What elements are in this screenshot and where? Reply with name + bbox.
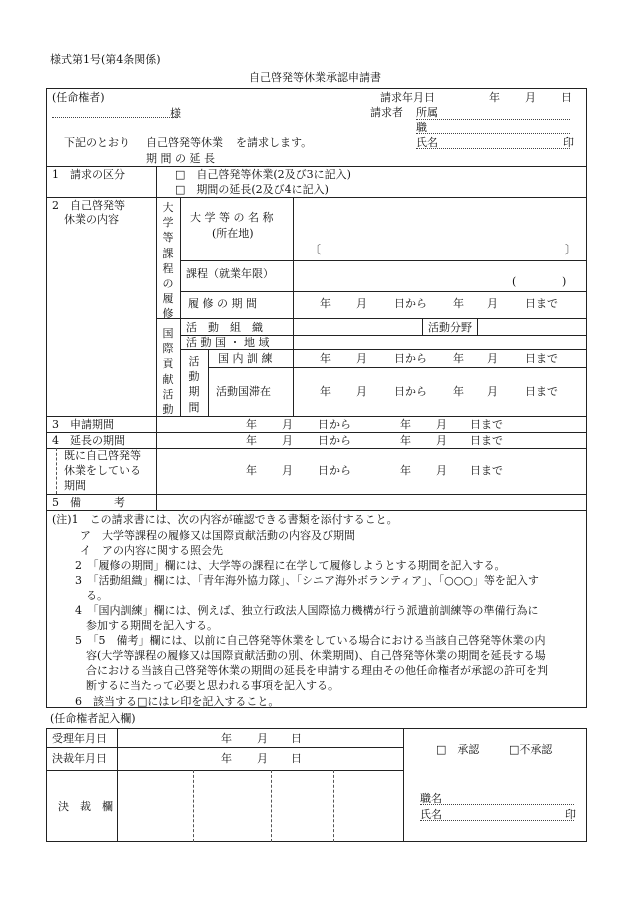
activity-country-label: 活 動 国 ・ 地 域 (186, 336, 270, 349)
year-label: 年 (400, 418, 411, 431)
divider (422, 318, 423, 335)
year-label: 年 (246, 464, 257, 477)
decision-seal-label: 印 (565, 808, 576, 821)
request-date-label: 請求年月日 (380, 91, 435, 104)
intl-activity-vertical-label: 国際貢献活動 (162, 327, 174, 417)
from-label: 日から (394, 352, 427, 365)
dashed-divider (333, 770, 334, 842)
received-date-label: 受理年月日 (52, 732, 107, 745)
paren-close: ) (562, 275, 567, 288)
approve-checkbox[interactable]: □ 承認 (436, 743, 480, 756)
month-label: 月 (282, 464, 293, 477)
section2-label-line1: 2 自己啓発等 (52, 199, 125, 212)
decision-position-label: 職名 (420, 792, 442, 805)
affiliation-line[interactable] (416, 119, 570, 120)
month-label: 月 (356, 352, 367, 365)
divider (403, 728, 404, 842)
year-label: 年 (320, 385, 331, 398)
note-1: (注)1 この請求書には、次の内容が確認できる書類を添付すること。 (52, 513, 398, 526)
statement-prefix: 下記のとおり (64, 136, 130, 149)
bracket-open: 〔 (310, 243, 321, 256)
statement-option-leave: 自己啓発等休業 (146, 136, 223, 149)
divider (46, 416, 587, 417)
year-label: 年 (453, 385, 464, 398)
note-2: 2 「履修の期間」欄には、大学等の課程に在学して履修しようとする期間を記入する。 (75, 559, 506, 572)
request-day: 日 (561, 91, 572, 104)
month-label: 月 (436, 464, 447, 477)
year-label: 年 (221, 752, 232, 765)
divider (156, 318, 587, 319)
request-year: 年 (489, 91, 500, 104)
year-label: 年 (400, 464, 411, 477)
form-number: 様式第1号(第4条関係) (50, 53, 161, 66)
section1-label: 1 請求の区分 (52, 168, 125, 181)
prior-leave-line3: 期間 (64, 479, 86, 492)
appointer-entry-label: (任命権者記入欄) (50, 712, 136, 725)
divider (46, 747, 403, 748)
decision-column-label: 決 裁 欄 (58, 800, 113, 813)
name-line[interactable] (416, 148, 570, 149)
until-label: 日まで (525, 352, 558, 365)
decision-date-label: 決裁年月日 (52, 752, 107, 765)
statement-suffix: を請求します。 (236, 136, 313, 149)
day-label: 日 (291, 752, 302, 765)
divider (46, 166, 587, 167)
until-label: 日まで (470, 418, 503, 431)
divider (156, 166, 157, 494)
option-period-extension[interactable]: □ 期間の延長(2及び4に記入) (175, 183, 329, 196)
decision-name-label: 氏名 (420, 808, 442, 821)
note-1a: ア 大学等課程の履修又は国際貢献活動の内容及び期間 (80, 529, 355, 542)
divider (180, 349, 587, 350)
divider (46, 432, 587, 433)
month-label: 月 (356, 297, 367, 310)
section4-label: 4 延長の期間 (52, 434, 125, 447)
appointer-name-line[interactable] (52, 117, 178, 118)
dashed-divider (193, 770, 194, 842)
divider (46, 197, 587, 198)
note-5a: 5 「5 備考」欄には、以前に自己啓発等休業をしている場合における当該自己啓発等休業の内 (75, 634, 546, 647)
month-label: 月 (487, 352, 498, 365)
study-period-label: 履 修 の 期 間 (188, 297, 257, 310)
day-label: 日 (291, 732, 302, 745)
from-label: 日から (394, 385, 427, 398)
position-line[interactable] (416, 133, 570, 134)
note-4b: 参加する期間を記入する。 (86, 619, 218, 632)
activity-period-vertical-label: 活動期間 (188, 355, 200, 414)
from-label: 日から (394, 297, 427, 310)
note-3b: る。 (86, 589, 108, 602)
appointer-label: (任命権者) (52, 91, 105, 104)
statement-option-extension: 期 間 の 延 長 (146, 152, 215, 165)
divider (46, 494, 587, 495)
form-title: 自己啓発等休業承認申請書 (249, 71, 381, 84)
year-label: 年 (246, 434, 257, 447)
month-label: 月 (487, 297, 498, 310)
divider (293, 349, 294, 416)
seal-label: 印 (563, 136, 574, 149)
until-label: 日まで (470, 464, 503, 477)
note-1b: イ アの内容に関する照会先 (80, 544, 223, 557)
section3-label: 3 申請期間 (52, 418, 114, 431)
univ-course-vertical-label: 大学等課程の履修 (162, 201, 174, 321)
note-5c: 合における当該自己啓発等休業の期間の延長を申請する理由その他任命権者が承認の許可を判 (86, 664, 548, 677)
month-label: 月 (257, 752, 268, 765)
note-6: 6 該当する□にはレ印を記入すること。 (75, 695, 280, 708)
until-label: 日まで (525, 297, 558, 310)
month-label: 月 (487, 385, 498, 398)
year-label: 年 (320, 297, 331, 310)
overseas-stay-label: 活動国滞在 (216, 385, 271, 398)
year-label: 年 (400, 434, 411, 447)
section5-label: 5 備 考 (52, 496, 125, 509)
course-label: 課程（就業年限） (186, 267, 274, 280)
note-5d: 断するに当たって必要と思われる事項を記入する。 (86, 679, 339, 692)
year-label: 年 (453, 352, 464, 365)
from-label: 日から (318, 418, 351, 431)
month-label: 月 (356, 385, 367, 398)
position-label: 職 (416, 121, 427, 134)
divider (180, 291, 587, 292)
year-label: 年 (246, 418, 257, 431)
name-label: 氏名 (416, 136, 438, 149)
option-self-development-leave[interactable]: □ 自己啓発等休業(2及び3に記入) (175, 168, 351, 181)
from-label: 日から (318, 464, 351, 477)
month-label: 月 (282, 434, 293, 447)
month-label: 月 (436, 418, 447, 431)
prior-leave-line1: 既に自己啓発等 (64, 449, 141, 462)
divider (293, 335, 294, 349)
affiliation-label: 所属 (416, 106, 438, 119)
prior-leave-line2: 休業をしている (64, 464, 141, 477)
activity-org-label: 活 動 組 織 (186, 321, 263, 334)
decision-frame (46, 728, 587, 842)
dashed-divider (56, 448, 57, 494)
request-month: 月 (525, 91, 536, 104)
divider (208, 349, 209, 416)
from-label: 日から (318, 434, 351, 447)
divider (293, 197, 294, 318)
note-3a: 3 「活動組織」欄には、「青年海外協力隊」、「シニア海外ボランティア」、「○○○」等を記入す (75, 574, 539, 587)
dashed-divider (271, 770, 272, 842)
year-label: 年 (320, 352, 331, 365)
decision-position-line[interactable] (420, 804, 574, 805)
section2-label-line2: 休業の内容 (64, 213, 119, 226)
divider (208, 367, 587, 368)
disapprove-checkbox[interactable]: □不承認 (509, 743, 553, 756)
divider (156, 494, 157, 510)
bracket-close: 〕 (565, 243, 576, 256)
note-4a: 4 「国内訓練」欄には、例えば、独立行政法人国際協力機構が行う派遣前訓練等の準備行為に (75, 604, 539, 617)
divider (180, 260, 587, 261)
univ-name-label: 大 学 等 の 名 称 (190, 211, 274, 224)
paren-open: ( (512, 275, 517, 288)
divider (117, 728, 118, 842)
note-5b: 容(大学等課程の履修又は国際貢献活動の別、休業期間)、自己啓発等休業の期間を延長する場 (86, 649, 546, 662)
decision-name-line[interactable] (420, 820, 574, 821)
month-label: 月 (436, 434, 447, 447)
divider (46, 770, 403, 771)
year-label: 年 (453, 297, 464, 310)
activity-field-label: 活動分野 (428, 321, 472, 334)
divider (46, 510, 587, 511)
until-label: 日まで (525, 385, 558, 398)
divider (293, 318, 294, 335)
requester-label: 請求者 (370, 106, 403, 119)
until-label: 日まで (470, 434, 503, 447)
sama-label: 様 (170, 107, 181, 120)
domestic-training-label: 国 内 訓 練 (218, 352, 273, 365)
year-label: 年 (221, 732, 232, 745)
univ-location-label: (所在地) (212, 227, 254, 240)
divider (477, 318, 478, 335)
divider (180, 197, 181, 416)
month-label: 月 (257, 732, 268, 745)
month-label: 月 (282, 418, 293, 431)
